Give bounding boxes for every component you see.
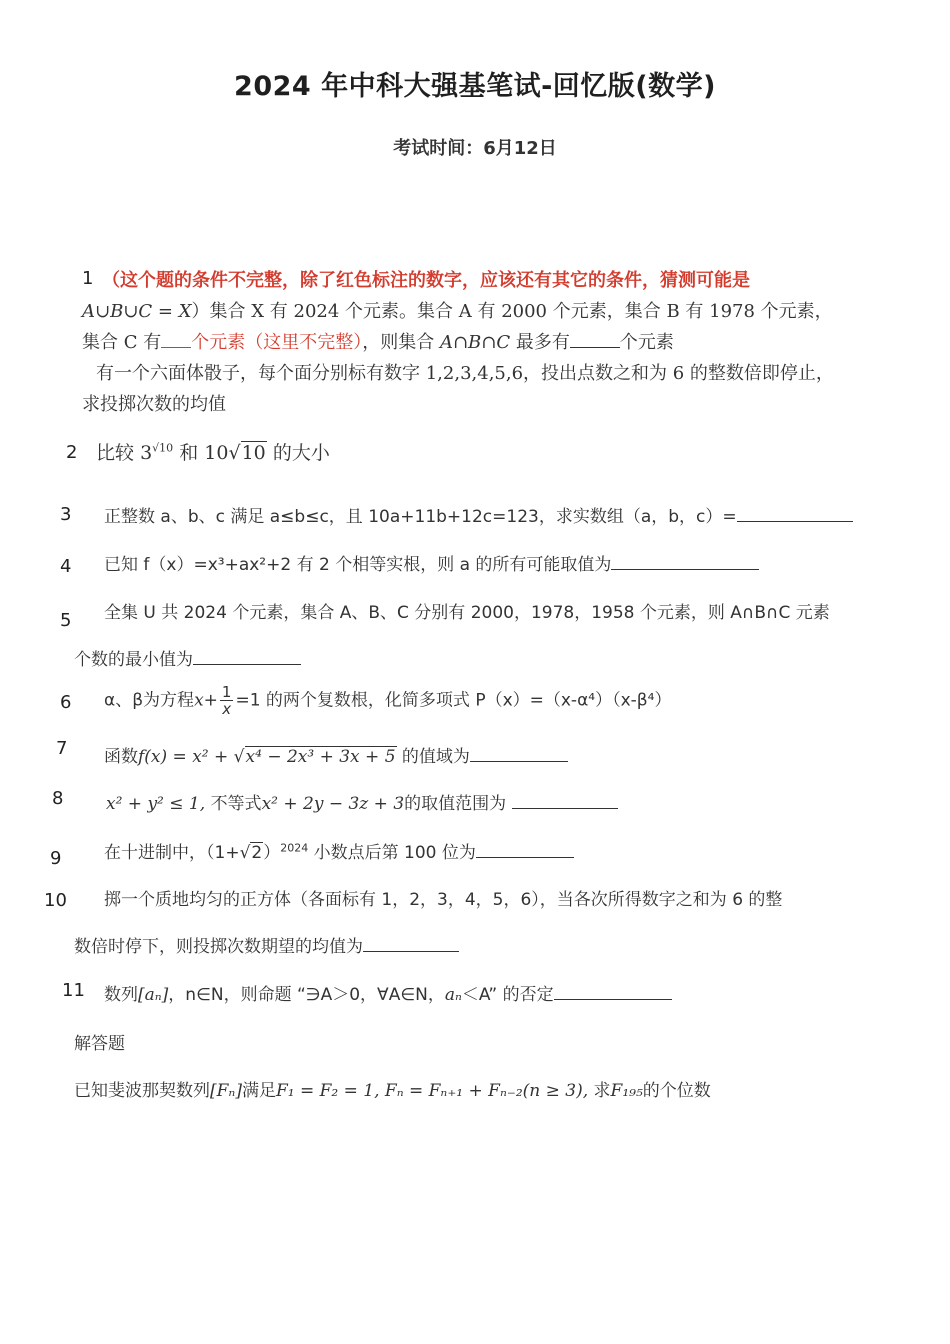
q1-text: 最多有 bbox=[515, 332, 570, 353]
question-number: 3 bbox=[60, 504, 72, 525]
answer-blank bbox=[363, 933, 459, 952]
q8-body: 不等式 bbox=[210, 794, 262, 814]
fraction-denominator: x bbox=[222, 700, 232, 718]
question-number: 1 bbox=[82, 268, 94, 289]
q1-line2-text: ）集合 X 有 2024 个元素。集合 A 有 2000 个元素，集合 B 有 1978 个元素， bbox=[191, 301, 833, 322]
q11-text bbox=[104, 980, 672, 1005]
fraction-numerator: 1 bbox=[221, 683, 232, 701]
intersection-expression: A∩B∩C bbox=[439, 332, 511, 353]
question-number: 8 bbox=[52, 788, 64, 809]
q8-condition: x² + y² ≤ 1, bbox=[106, 794, 206, 814]
q9-body: 小数点后第 100 位为 bbox=[313, 843, 476, 863]
question-number: 5 bbox=[60, 610, 72, 631]
question-number: 6 bbox=[60, 692, 72, 713]
q7-text: 函数f(x) = x² + √x⁴ − 2x³ + 3x + 5 的值域为 bbox=[104, 742, 568, 767]
radicand: 10 bbox=[241, 442, 266, 464]
answer-blank bbox=[470, 743, 568, 762]
question-number: 10 bbox=[44, 890, 67, 911]
q8-expression: x² + 2y − 3z + 3 bbox=[261, 794, 405, 814]
q10-line1: 掷一个质地均匀的正方体（各面标有 1，2，3，4，5，6），当各次所得数字之和为 6 的整 bbox=[104, 890, 783, 910]
q1-line3 bbox=[82, 328, 674, 354]
q7-body: 函数 bbox=[104, 747, 138, 767]
q1-incomplete-note: 个元素（这里不完整） bbox=[191, 332, 363, 353]
power-exponent: 2024 bbox=[280, 841, 309, 855]
fib-body: 已知斐波那契数列 bbox=[74, 1081, 210, 1101]
power-exponent: √10 bbox=[152, 441, 174, 455]
answer-blank bbox=[476, 839, 574, 858]
operator: + bbox=[203, 690, 218, 711]
answer-blank bbox=[512, 790, 618, 809]
question-number: 7 bbox=[56, 738, 68, 759]
answer-blank bbox=[554, 981, 672, 1000]
q2-label: 的大小 bbox=[272, 442, 330, 464]
section-heading: 解答题 bbox=[74, 1034, 125, 1054]
q4-body: 已知 f（x）=x³+ax²+2 有 2 个相等实根，则 a 的所有可能取值为 bbox=[104, 555, 612, 575]
q10-body: 数倍时停下，则投掷次数期望的均值为 bbox=[74, 937, 363, 957]
question-number: 2 bbox=[66, 442, 78, 463]
fraction bbox=[220, 684, 234, 717]
answer-blank bbox=[161, 329, 191, 348]
q2-label: 比较 bbox=[96, 442, 135, 464]
page-title: 2024 年中科大强基笔试-回忆版(数学) bbox=[234, 71, 716, 102]
q1-text: ，则集合 bbox=[362, 332, 435, 353]
sequence: [Fₙ] bbox=[210, 1081, 242, 1101]
q1-dice-line2: 求投掷次数的均值 bbox=[82, 394, 226, 415]
q8-text bbox=[106, 789, 618, 814]
q1-text: 个元素 bbox=[619, 332, 674, 353]
question-number: 4 bbox=[60, 556, 72, 577]
fibonacci-question bbox=[74, 1076, 711, 1101]
q1-red-note: （这个题的条件不完整，除了红色标注的数字，应该还有其它的条件，猜测可能是 bbox=[102, 270, 750, 291]
sequence-term: aₙ bbox=[444, 985, 462, 1005]
power-base: 3 bbox=[140, 442, 153, 464]
q8-body: 的取值范围为 bbox=[404, 794, 507, 814]
radicand: x⁴ − 2x³ + 3x + 5 bbox=[245, 747, 396, 767]
question-number: 9 bbox=[50, 848, 62, 869]
q11-body: ＜A” 的否定 bbox=[461, 985, 554, 1005]
q6-body: α、β为方程 bbox=[104, 690, 195, 711]
union-expression: A∪B∪C = X bbox=[82, 301, 192, 322]
sequence: [aₙ] bbox=[138, 985, 169, 1005]
question-number: 11 bbox=[62, 980, 85, 1001]
q5-line1: 全集 U 共 2024 个元素，集合 A、B、C 分别有 2000，1978，1958 个元素，则 A∩B∩C 元素 bbox=[104, 603, 830, 623]
q2-text: 比较 $3^{√10}$ 和 10√10 的大小 bbox=[96, 441, 330, 464]
coefficient: 10 bbox=[204, 442, 229, 464]
q9-body: 在十进制中，（1+ bbox=[104, 843, 240, 863]
radicand: 2 bbox=[251, 843, 263, 863]
q9-body: ） bbox=[263, 843, 281, 863]
answer-blank bbox=[193, 646, 301, 665]
answer-blank bbox=[570, 329, 620, 348]
q1-dice-line1: 有一个六面体骰子，每个面分别标有数字 1,2,3,4,5,6，投出点数之和为 6 的整数倍即停止， bbox=[96, 363, 834, 384]
q1-line2 bbox=[82, 297, 833, 323]
exam-date: 考试时间：6月12日 bbox=[393, 138, 557, 159]
answer-blank bbox=[611, 551, 759, 570]
q4-text bbox=[104, 550, 759, 575]
fib-body: 求 bbox=[593, 1081, 611, 1101]
q5-body: 个数的最小值为 bbox=[74, 650, 193, 670]
q9-text: 在十进制中，$(1+√2)^{2024}$ 小数点后第 100 位为 bbox=[104, 838, 574, 863]
q11-body: 数列 bbox=[104, 985, 138, 1005]
q5-line2 bbox=[74, 645, 301, 670]
q1-text: 集合 C 有 bbox=[82, 332, 162, 353]
q3-text bbox=[104, 502, 853, 527]
q6-text bbox=[104, 684, 671, 717]
fib-body: 的个位数 bbox=[642, 1081, 711, 1101]
fib-body: 满足 bbox=[241, 1081, 276, 1101]
function-name: f(x) bbox=[138, 747, 168, 767]
fib-term: F₁₉₅ bbox=[610, 1081, 643, 1101]
fib-condition: F₁ = F₂ = 1, Fₙ = Fₙ₊₁ + Fₙ₋₂(n ≥ 3), bbox=[275, 1081, 589, 1101]
q6-body: =1 的两个复数根，化简多项式 P（x）=（x-α⁴）（x-β⁴） bbox=[235, 690, 672, 711]
answer-blank bbox=[737, 503, 853, 522]
q10-line2 bbox=[74, 932, 459, 957]
q11-body: ，n∈N，则命题 “∋A＞0，∀A∈N， bbox=[168, 985, 445, 1005]
q7-expression: = x² + bbox=[167, 747, 234, 767]
q2-label: 和 bbox=[179, 442, 199, 464]
q7-body: 的值域为 bbox=[401, 747, 470, 767]
q3-body: 正整数 a、b、c 满足 a≤b≤c，且 10a+11b+12c=123，求实数组（a，b，c）= bbox=[104, 507, 737, 527]
variable: x bbox=[194, 690, 204, 711]
